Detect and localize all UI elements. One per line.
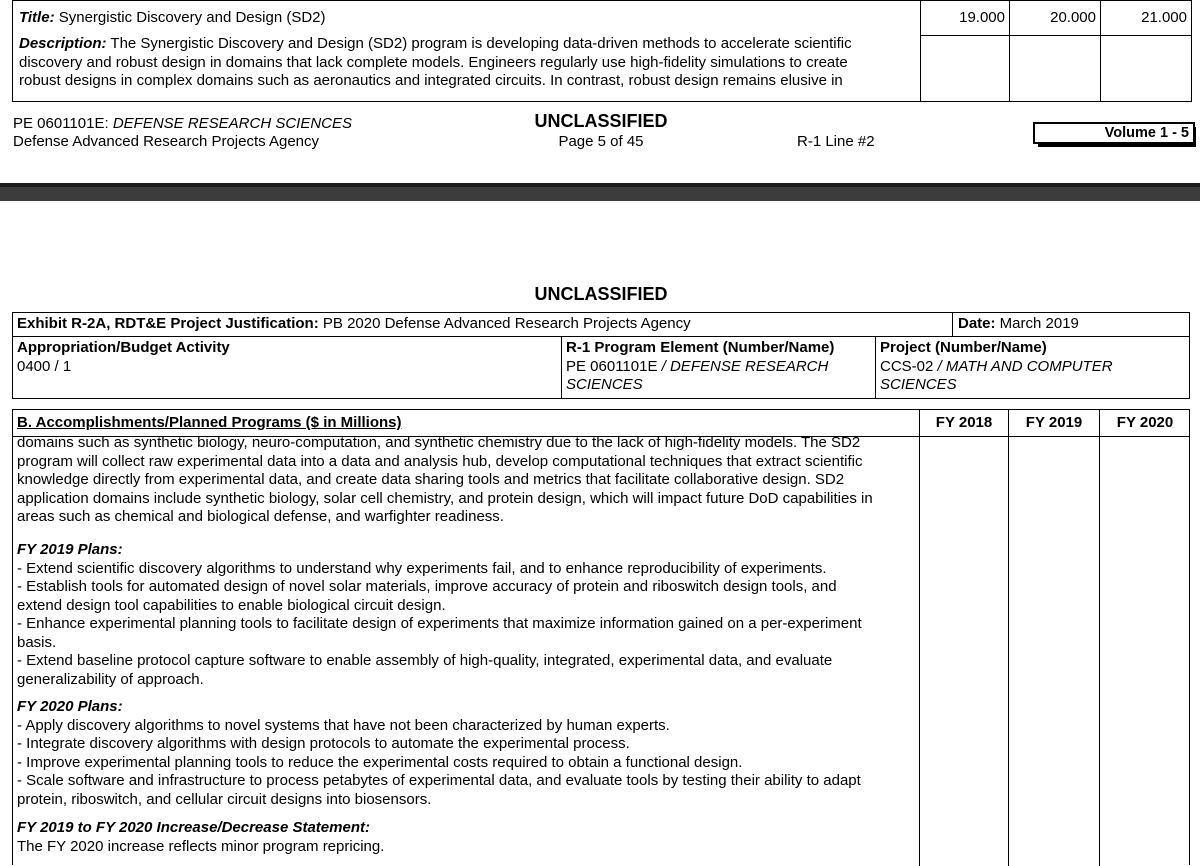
exhibit-title — [17, 315, 691, 334]
exhibit-header-table — [12, 312, 1190, 399]
continuation-line: domains such as synthetic biology, neuro-computation, and synthetic chemistry due to the lack of high-fidelity models. The SD2 — [17, 434, 861, 451]
fy2019-plans — [17, 541, 862, 689]
page-classification: UNCLASSIFIED — [534, 284, 668, 304]
project-value-name-2: SCIENCES — [880, 376, 957, 393]
exhibit-date — [958, 315, 1079, 334]
footer-pe-code: PE 0601101E: — [13, 115, 113, 132]
fy2020-plans — [17, 698, 861, 809]
date-label: Date: — [958, 315, 996, 332]
exhibit-value: PB 2020 Defense Advanced Research Projects Agency — [318, 315, 691, 332]
r1-value-code: PE 0601101E — [566, 357, 662, 375]
continuation-line: knowledge directly from experimental data, and create data sharing tools and metrics that facilitate collaborative design. SD2 — [17, 471, 845, 488]
fy-header-2019: FY 2019 — [1025, 414, 1083, 431]
top-program-table — [12, 0, 1192, 102]
footer-classification: UNCLASSIFIED — [534, 111, 668, 131]
fy2019-plan-line: - Extend baseline protocol capture software to enable assembly of high-quality, integrated, experimental data, and evaluate — [17, 652, 833, 669]
r1-program-element-cell — [566, 339, 834, 395]
fy2019-plan-line: extend design tool capabilities to enable biological circuit design. — [17, 596, 446, 614]
program-title — [19, 9, 326, 28]
description-label: Description: — [19, 35, 107, 52]
r1-value-name: / DEFENSE RESEARCH — [661, 357, 829, 375]
fy2019-plan-line: basis. — [17, 633, 57, 651]
fy2018-value: 19.000 — [959, 9, 1005, 26]
continuation-line: application domains include synthetic biology, solar cell chemistry, and protein design, which will impact future DoD capabilities in — [17, 489, 873, 507]
project-cell — [880, 339, 1113, 395]
fy-header-2020: FY 2020 — [1116, 414, 1174, 431]
title-value: Synergistic Discovery and Design (SD2) — [54, 9, 326, 26]
delta-heading: FY 2019 to FY 2020 Increase/Decrease Statement: — [17, 819, 370, 836]
date-value: March 2019 — [995, 315, 1079, 332]
fy2020-plan-line: - Improve experimental planning tools to reduce the experimental costs required to obtain a functional design. — [17, 753, 743, 771]
increase-decrease-statement — [17, 819, 384, 856]
fy2019-plan-line: - Enhance experimental planning tools to facilitate design of experiments that maximize information gained on a per-experiment — [17, 615, 862, 632]
exhibit-label-2: , RDT&E Project Justification: — [106, 315, 319, 332]
fy2019-plan-line: generalizability of approach. — [17, 670, 204, 688]
r1-value-name-2: SCIENCES — [566, 376, 643, 393]
title-label: Title: — [19, 9, 55, 26]
fy2020-plan-line: - Apply discovery algorithms to novel systems that have not been characterized by human experts. — [17, 716, 670, 734]
fy2019-plan-line: - Establish tools for automated design of novel solar materials, improve accuracy of protein and riboswitch design tools, and — [17, 578, 837, 595]
description-line: discovery and robust design in domains that lack complete models. Engineers regularly use high-fidelity simulations to create — [19, 53, 848, 71]
r1-label: R-1 Program Element (Number/Name) — [566, 339, 835, 356]
exhibit-label: Exhibit R-2A — [17, 315, 107, 332]
volume-box: Volume 1 - 5 — [1033, 122, 1195, 144]
delta-text: The FY 2020 increase reflects minor program repricing. — [17, 837, 385, 855]
footer-pe-name: DEFENSE RESEARCH SCIENCES — [112, 115, 353, 132]
fy2020-plan-line: protein, riboswitch, and cellular circuit designs into biosensors. — [17, 790, 432, 808]
section-title: B. Accomplishments/Planned Programs ($ in Millions) — [17, 414, 402, 431]
page-divider-edge — [0, 183, 1200, 187]
footer-agency: Defense Advanced Research Projects Agency — [13, 133, 320, 150]
description-line: The Synergistic Discovery and Design (SD2) program is developing data-driven methods to accelerate scientific — [106, 35, 852, 52]
fy2020-plan-line: - Scale software and infrastructure to process petabytes of experimental data, and evaluate tools by testing their ability to adapt — [17, 772, 861, 789]
appropriation-label: Appropriation/Budget Activity — [17, 339, 230, 356]
accomplishments-table — [12, 409, 1190, 865]
description-continuation — [17, 434, 873, 527]
fy2019-value: 20.000 — [1050, 9, 1096, 26]
fy2019-plan-line: - Extend scientific discovery algorithms to understand why experiments fail, and to enhance reproducibility of experiments. — [17, 559, 827, 577]
fy2020-plans-heading: FY 2020 Plans: — [17, 698, 123, 715]
program-description — [19, 35, 852, 91]
project-value-code: CCS-02 — [880, 357, 938, 375]
description-line: robust designs in complex domains such as aeronautics and integrated circuits. In contrast, robust design remains elusive in — [19, 72, 843, 89]
project-value-name: / MATH AND COMPUTER — [937, 357, 1113, 375]
footer-pe — [13, 115, 352, 134]
appropriation-cell — [17, 339, 230, 376]
fy-header-2018: FY 2018 — [935, 414, 993, 431]
fy2020-value: 21.000 — [1141, 9, 1187, 26]
fy2019-plans-heading: FY 2019 Plans: — [17, 541, 123, 558]
project-label: Project (Number/Name) — [880, 339, 1047, 356]
fy2020-plan-line: - Integrate discovery algorithms with design protocols to automate the experimental process. — [17, 735, 630, 752]
continuation-line: areas such as chemical and biological defense, and warfighter readiness. — [17, 508, 504, 525]
footer-r1-line: R-1 Line #2 — [797, 133, 875, 150]
footer-page-number: Page 5 of 45 — [558, 133, 644, 150]
continuation-line: program will collect raw experimental data into a data and analysis hub, develop computational techniques that extract scientific — [17, 452, 863, 470]
appropriation-value: 0400 / 1 — [17, 357, 72, 375]
